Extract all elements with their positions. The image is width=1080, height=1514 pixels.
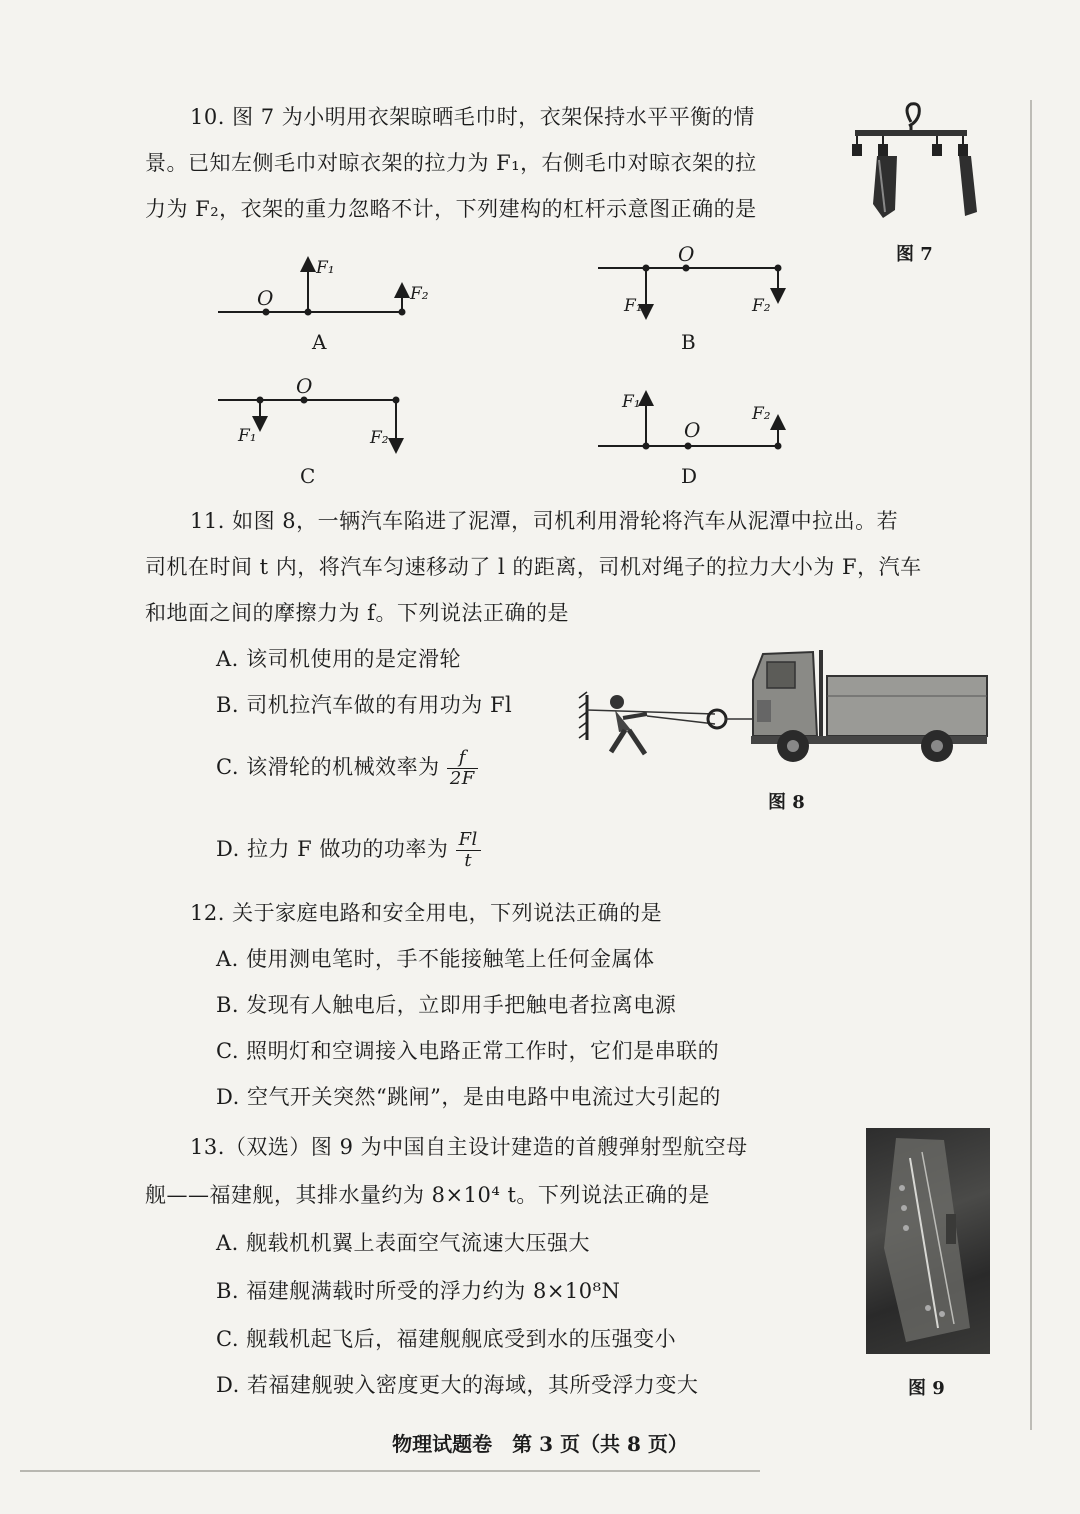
page-edge-rule [1030, 100, 1032, 1430]
figure-8-caption: 图 8 [768, 792, 805, 813]
diagram-a-f1: F₁ [316, 258, 335, 278]
diagram-b-f1: F₁ [624, 296, 643, 316]
diagram-b-f2: F₂ [752, 296, 771, 316]
bottom-rule [20, 1470, 760, 1472]
q11-option-a: A. 该司机使用的是定滑轮 [216, 647, 462, 671]
q10-line-2: 景。已知左侧毛巾对晾衣架的拉力为 F₁，右侧毛巾对晾衣架的拉 [145, 151, 757, 175]
figure-9-caption: 图 9 [908, 1378, 945, 1399]
q13-line-2: 舰——福建舰，其排水量约为 8×10⁴ t。下列说法正确的是 [145, 1183, 710, 1207]
diagram-c-f1: F₁ [238, 426, 257, 446]
page-footer: 物理试题卷 第 3 页（共 8 页） [392, 1432, 688, 1456]
q11-option-c [216, 748, 478, 789]
q11-option-d-denominator: t [464, 850, 473, 871]
q11-option-c-fraction [447, 748, 478, 789]
q12-option-b: B. 发现有人触电后，立即用手把触电者拉离电源 [216, 993, 677, 1017]
q13-option-b: B. 福建舰满载时所受的浮力约为 8×10⁸N [216, 1279, 621, 1303]
carrier-photo-graphic [866, 1128, 990, 1354]
diagram-c-letter: C [300, 464, 316, 488]
diagram-a-letter: A [312, 330, 327, 354]
diagram-d-f1: F₁ [622, 392, 641, 412]
q11-option-d [216, 830, 481, 871]
truck-pulley-figure [575, 640, 995, 770]
q11-option-c-numerator: f [447, 748, 478, 769]
q11-option-d-numerator: Fl [456, 830, 481, 851]
q13-option-c: C. 舰载机起飞后，福建舰舰底受到水的压强变小 [216, 1327, 677, 1351]
q12-stem: 12. 关于家庭电路和安全用电，下列说法正确的是 [190, 901, 663, 925]
diagram-b-letter: B [681, 330, 696, 354]
diagram-c-f2: F₂ [370, 428, 389, 448]
diagram-b-pivot: O [678, 242, 695, 266]
q11-option-d-fraction [456, 830, 481, 871]
q13-option-a: A. 舰载机机翼上表面空气流速大压强大 [216, 1231, 591, 1255]
figure-7-caption: 图 7 [896, 244, 933, 265]
q11-option-d-text: D. 拉力 F 做功的功率为 [216, 837, 449, 861]
q11-line-2: 司机在时间 t 内，将汽车匀速移动了 l 的距离，司机对绳子的拉力大小为 F，汽车 [145, 555, 922, 579]
q12-option-c: C. 照明灯和空调接入电路正常工作时，它们是串联的 [216, 1039, 720, 1063]
diagram-c-pivot: O [296, 374, 313, 398]
diagram-a-pivot: O [257, 286, 274, 310]
diagram-a-f2: F₂ [410, 284, 429, 304]
q11-line-1: 11. 如图 8，一辆汽车陷进了泥潭，司机利用滑轮将汽车从泥潭中拉出。若 [190, 509, 899, 533]
carrier-photo [866, 1128, 990, 1354]
lever-diagrams [0, 0, 1000, 500]
q13-option-d: D. 若福建舰驶入密度更大的海域，其所受浮力变大 [216, 1373, 699, 1397]
diagram-d-letter: D [681, 464, 698, 488]
q11-line-3: 和地面之间的摩擦力为 f。下列说法正确的是 [145, 601, 569, 625]
q12-option-a: A. 使用测电笔时，手不能接触笔上任何金属体 [216, 947, 655, 971]
q13-line-1: 13.（双选）图 9 为中国自主设计建造的首艘弹射型航空母 [190, 1135, 748, 1159]
q11-option-c-denominator: 2F [449, 768, 475, 789]
q12-option-d: D. 空气开关突然“跳闸”，是由电路中电流过大引起的 [216, 1085, 721, 1109]
diagram-d-f2: F₂ [752, 404, 771, 424]
diagram-d-pivot: O [684, 418, 701, 442]
q10-line-3: 力为 F₂，衣架的重力忽略不计，下列建构的杠杆示意图正确的是 [145, 197, 757, 221]
q11-option-c-text: C. 该滑轮的机械效率为 [216, 755, 440, 779]
q11-option-b: B. 司机拉汽车做的有用功为 Fl [216, 693, 513, 717]
q10-line-1: 10. 图 7 为小明用衣架晾晒毛巾时，衣架保持水平平衡的情 [190, 105, 755, 129]
